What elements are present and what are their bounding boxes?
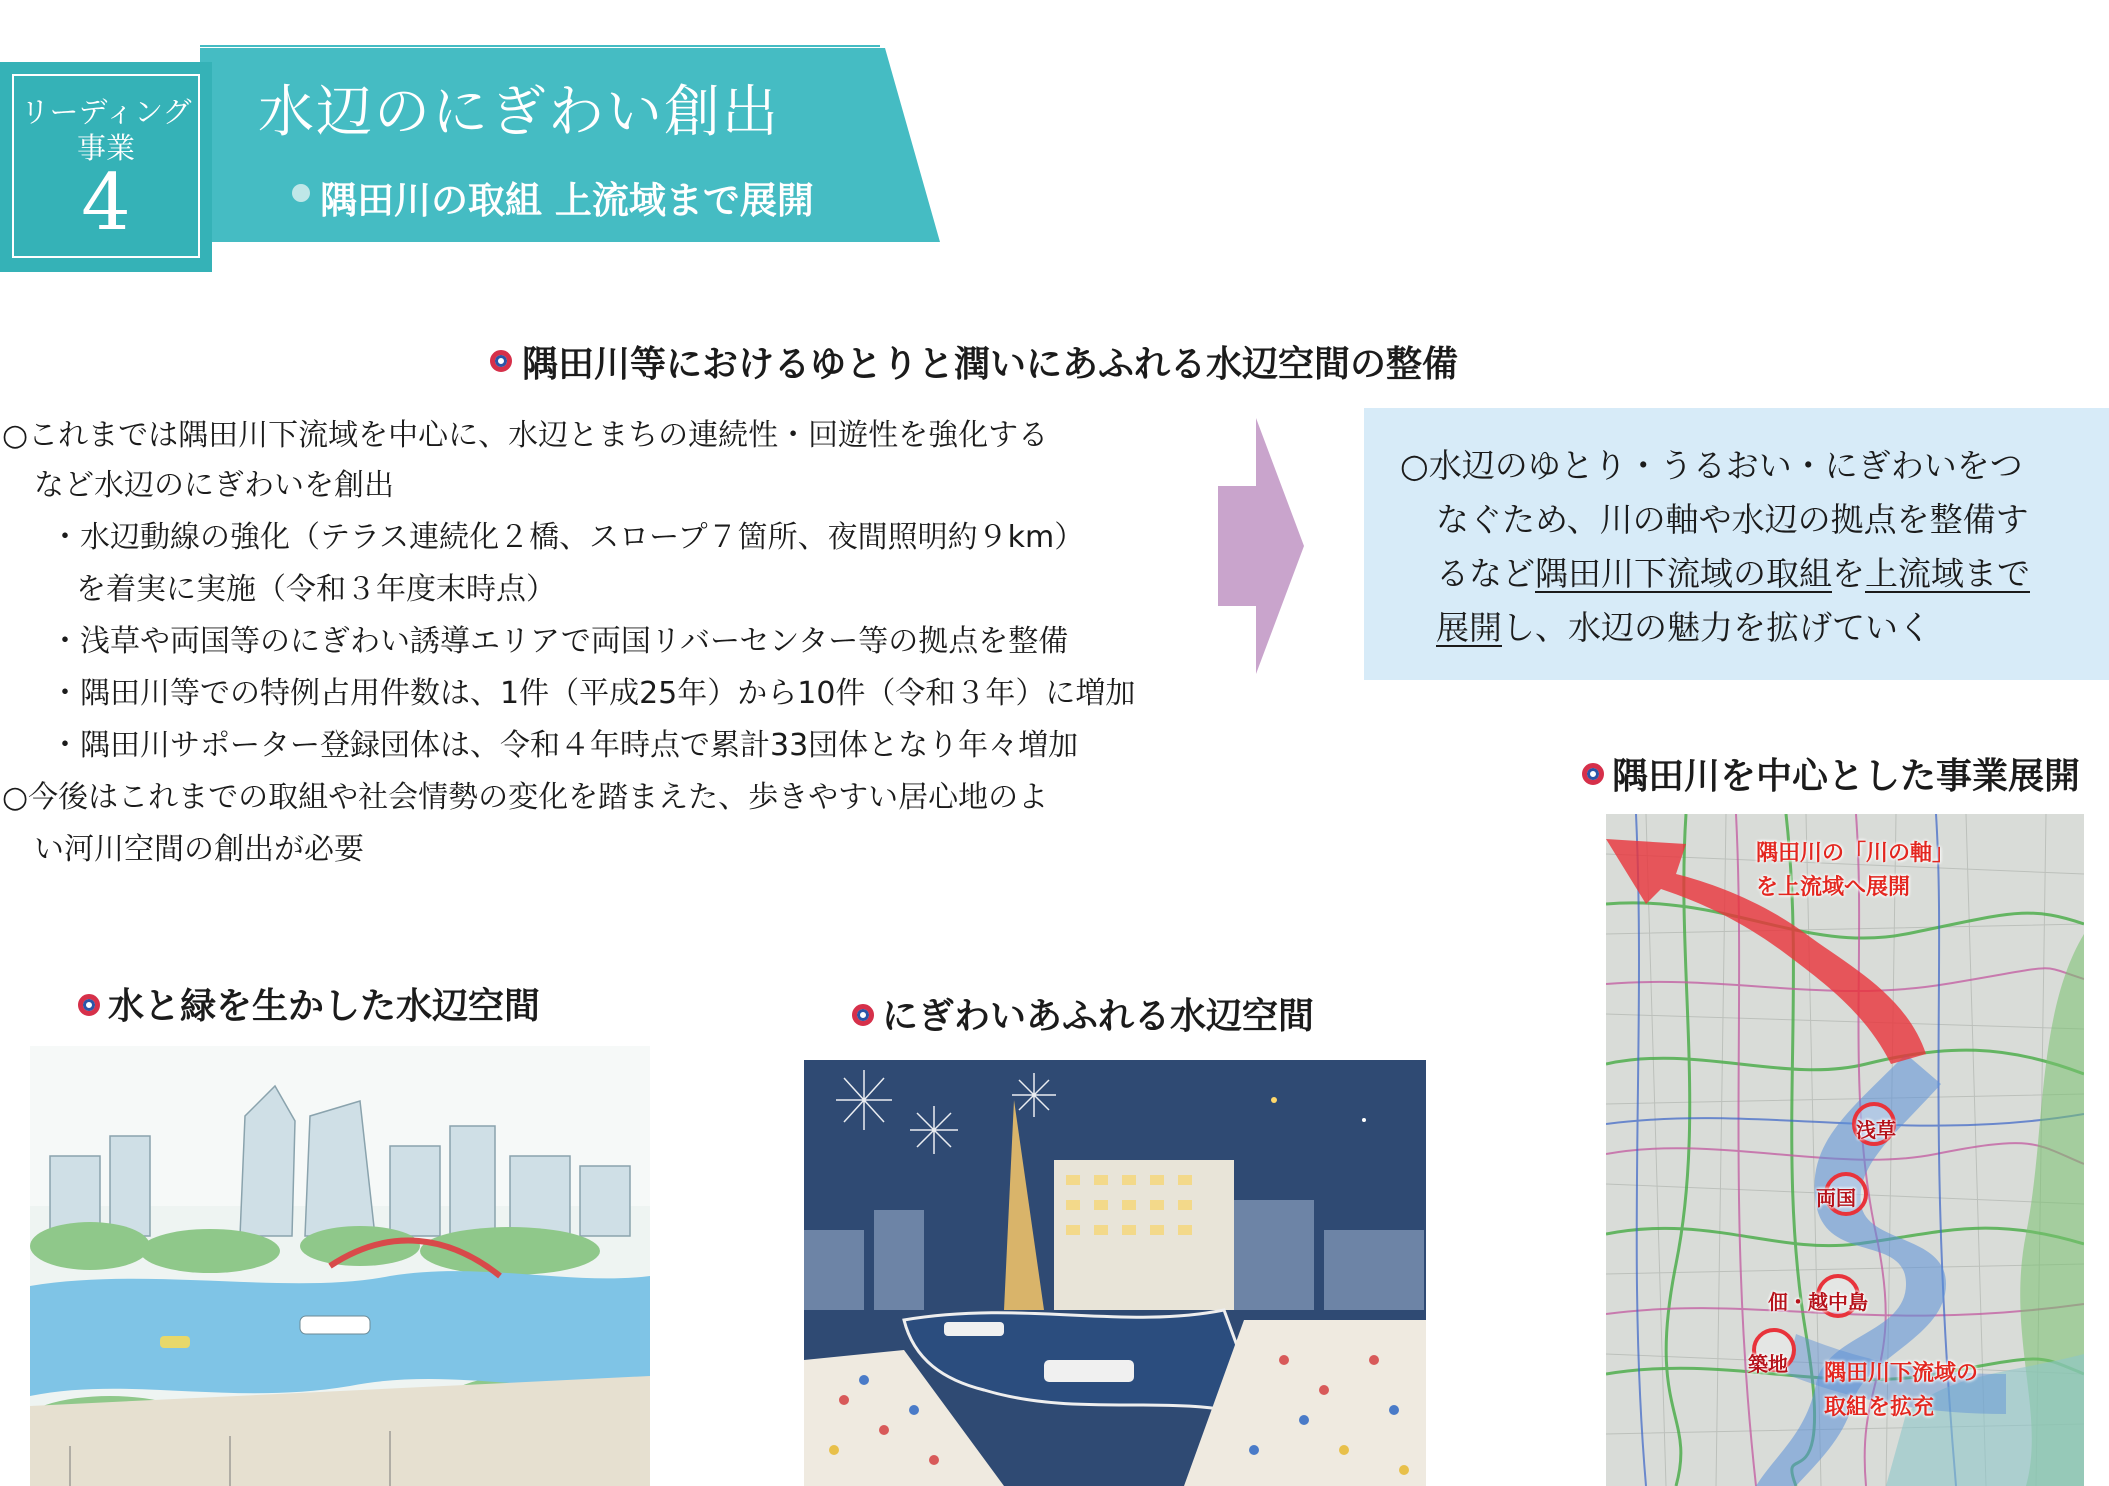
badge-number: 4 [81,158,131,248]
section-bullet-icon [852,1004,874,1026]
summary-line-3 [1436,548,2030,595]
subtitle-bullet-icon [292,184,310,202]
section-heading-lively: にぎわいあふれる水辺空間 [882,996,1315,1037]
map-label-tsukiji: 築地 [1748,1352,1788,1376]
map-label-ryogoku: 両国 [1816,1186,1856,1210]
summary-underlined-text: 隅田川下流域の取組 [1535,554,1832,593]
section-heading-map: 隅田川を中心とした事業展開 [1612,756,2081,797]
body-line: を着実に実施（令和３年度末時点） [76,572,556,607]
body-line: ・隅田川サポーター登録団体は、令和４年時点で累計33団体となり年々増加 [50,728,1079,763]
badge-label-1: リーディング [20,95,192,129]
summary-underlined-text: 展開 [1436,608,1502,647]
badge-label-2: 事業 [76,131,135,165]
body-line: ・浅草や両国等のにぎわい誘導エリアで両国リバーセンター等の拠点を整備 [50,624,1069,659]
page-subtitle: 隅田川の取組 上流域まで展開 [320,178,814,222]
body-line: ・隅田川等での特例占用件数は、1件（平成25年）から10件（令和３年）に増加 [50,676,1136,711]
section-bullet-icon [1582,763,1604,785]
body-line: ○今後はこれまでの取組や社会情勢の変化を踏まえた、歩きやすい居心地のよ [2,780,1049,815]
section-bullet-icon [78,994,100,1016]
section-heading-green: 水と緑を生かした水辺空間 [108,986,541,1027]
map-label-tsukuda: 佃・越中島 [1768,1290,1868,1314]
body-line: い河川空間の創出が必要 [34,832,364,867]
section-bullet-icon [490,350,512,372]
body-line: ○これまでは隅田川下流域を中心に、水辺とまちの連続性・回遊性を強化する [2,418,1049,453]
summary-text: し、水辺の魅力を拡げていく [1502,608,1931,647]
section-heading-main: 隅田川等におけるゆとりと潤いにあふれる水辺空間の整備 [522,344,1459,385]
map-caption-downstream-line1: 隅田川下流域の [1824,1361,1979,1386]
map-caption-upstream-line1: 隅田川の「川の軸」 [1756,841,1955,866]
body-line: ・水辺動線の強化（テラス連続化２橋、スロープ７箇所、夜間照明約９km） [50,520,1085,555]
lively-waterfront-illustration [804,1060,1426,1486]
map-caption-downstream-line2: 取組を拡充 [1824,1395,1935,1420]
summary-line-4 [1436,602,1931,649]
green-waterfront-illustration [30,1046,650,1486]
map-label-asakusa: 浅草 [1856,1118,1896,1142]
page-title: 水辺のにぎわい創出 [258,80,780,145]
summary-line-2: なぐため、川の軸や水辺の拠点を整備す [1436,500,2029,539]
summary-text: を [1832,554,1865,593]
leading-project-label: leading project. [630,4,842,37]
arrow-right-icon [1218,418,1304,674]
body-line: など水辺のにぎわいを創出 [34,468,394,503]
summary-underlined-text: 上流域まで [1865,554,2030,593]
map-caption-upstream-line2: を上流域へ展開 [1756,875,1911,900]
summary-text: るなど [1436,554,1535,593]
summary-line-1: ○水辺のゆとり・うるおい・にぎわいをつ [1400,446,2023,485]
